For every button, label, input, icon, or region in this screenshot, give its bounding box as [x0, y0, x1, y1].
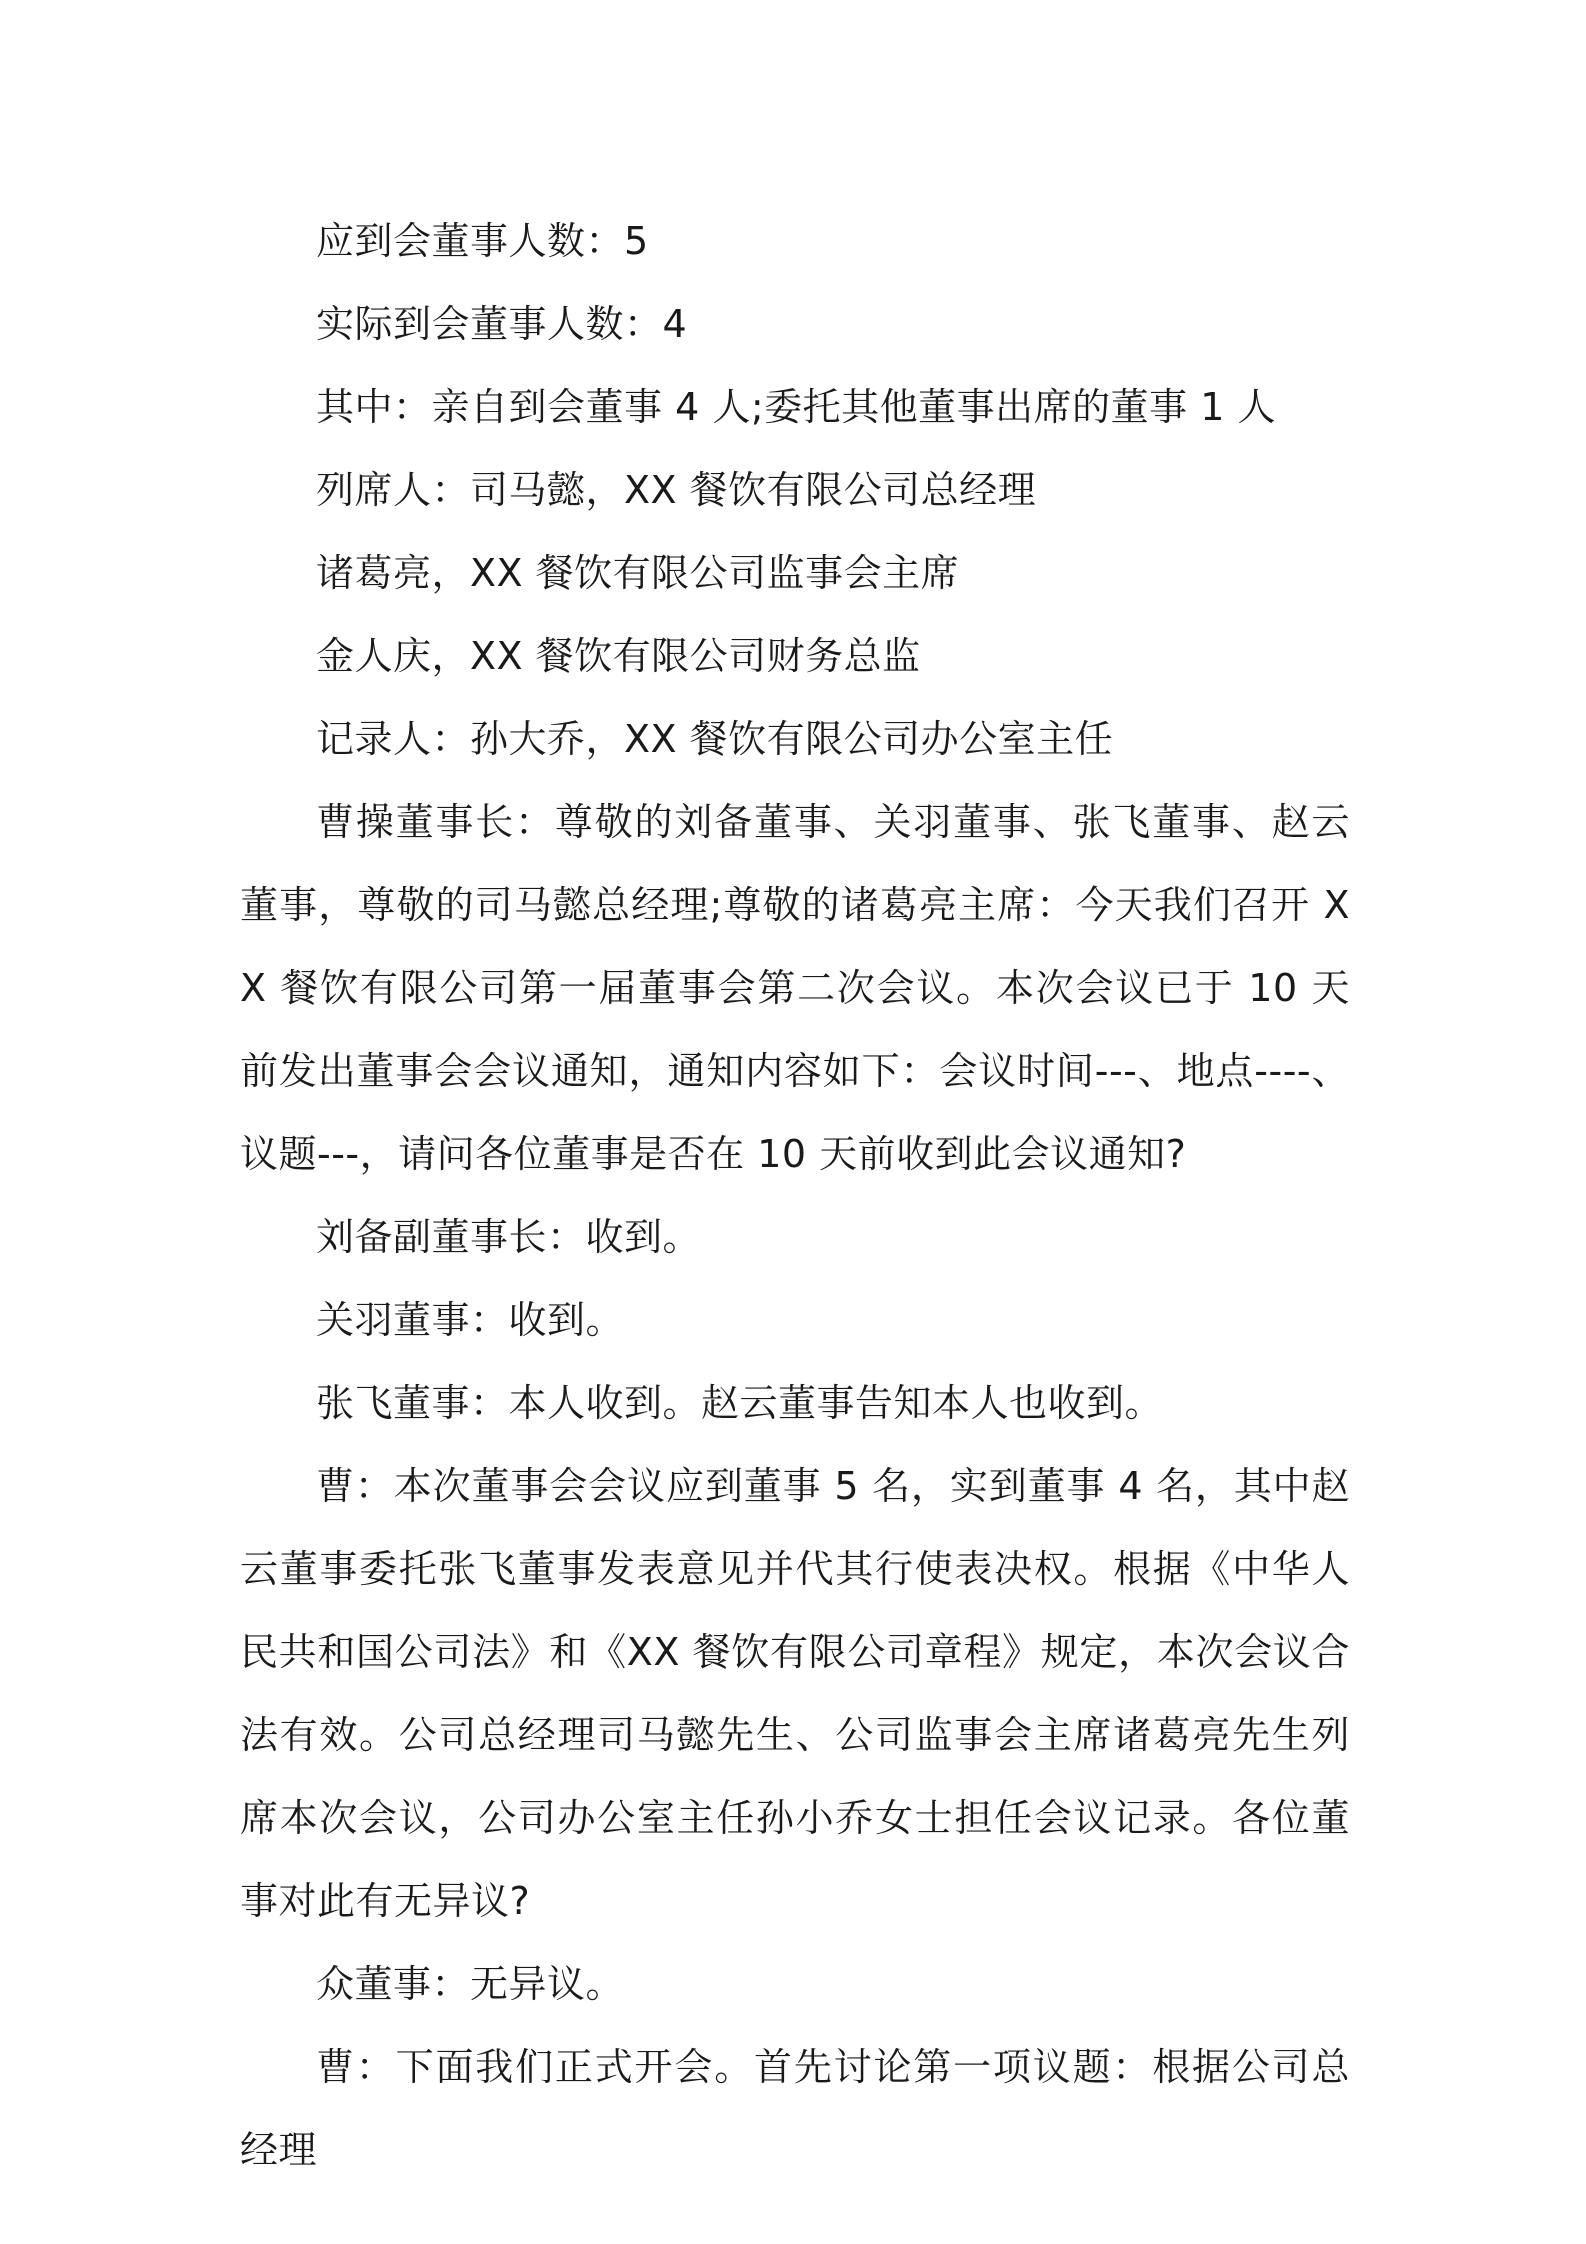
paragraph-attendee-2: 诸葛亮，XX 餐饮有限公司监事会主席 — [316, 551, 960, 595]
paragraph-actual-directors: 实际到会董事人数：4 — [316, 302, 688, 346]
paragraph-attendance-detail: 其中：亲自到会董事 4 人;委托其他董事出席的董事 1 人 — [316, 385, 1276, 429]
paragraph-chairman-quorum: 曹：本次董事会会议应到董事 5 名，实到董事 4 名，其中赵云董事委托张飞董事发表意见并代其行使表决权。根据《中华人民共和国公司法》和《XX 餐饮有限公司章程》规定，本次会议合法有效。公司总经理司马懿先生、公司监事会主席诸葛亮先生列席本次会议，公司办公室主任孙小乔女士担任会议记录。各位董事对此有无异议? — [240, 1464, 1350, 1923]
paragraph-recorder: 记录人：孙大乔，XX 餐饮有限公司办公室主任 — [316, 717, 1114, 761]
document-body — [240, 200, 1350, 2192]
paragraph-chairman-opening: 曹操董事长：尊敬的刘备董事、关羽董事、张飞董事、赵云董事，尊敬的司马懿总经理;尊敬的诸葛亮主席：今天我们召开 XX 餐饮有限公司第一届董事会第二次会议。本次会议已于 10 天前发出董事会会议通知，通知内容如下：会议时间---、地点----、议题---，请问各位董事是否在 10 天前收到此会议通知? — [240, 800, 1350, 1176]
paragraph-liubei-reply: 刘备副董事长：收到。 — [316, 1215, 702, 1259]
paragraph-chairman-agenda: 曹：下面我们正式开会。首先讨论第一项议题：根据公司总经理 — [240, 2045, 1350, 2172]
paragraph-required-directors: 应到会董事人数：5 — [316, 219, 649, 263]
paragraph-attendee-3: 金人庆，XX 餐饮有限公司财务总监 — [316, 634, 921, 678]
paragraph-guanyu-reply: 关羽董事：收到。 — [316, 1298, 625, 1342]
paragraph-directors-no-objection: 众董事：无异议。 — [316, 1962, 625, 2006]
paragraph-zhangfei-reply: 张飞董事：本人收到。赵云董事告知本人也收到。 — [316, 1381, 1164, 1425]
paragraph-attendee-1: 列席人：司马懿，XX 餐饮有限公司总经理 — [316, 468, 1037, 512]
